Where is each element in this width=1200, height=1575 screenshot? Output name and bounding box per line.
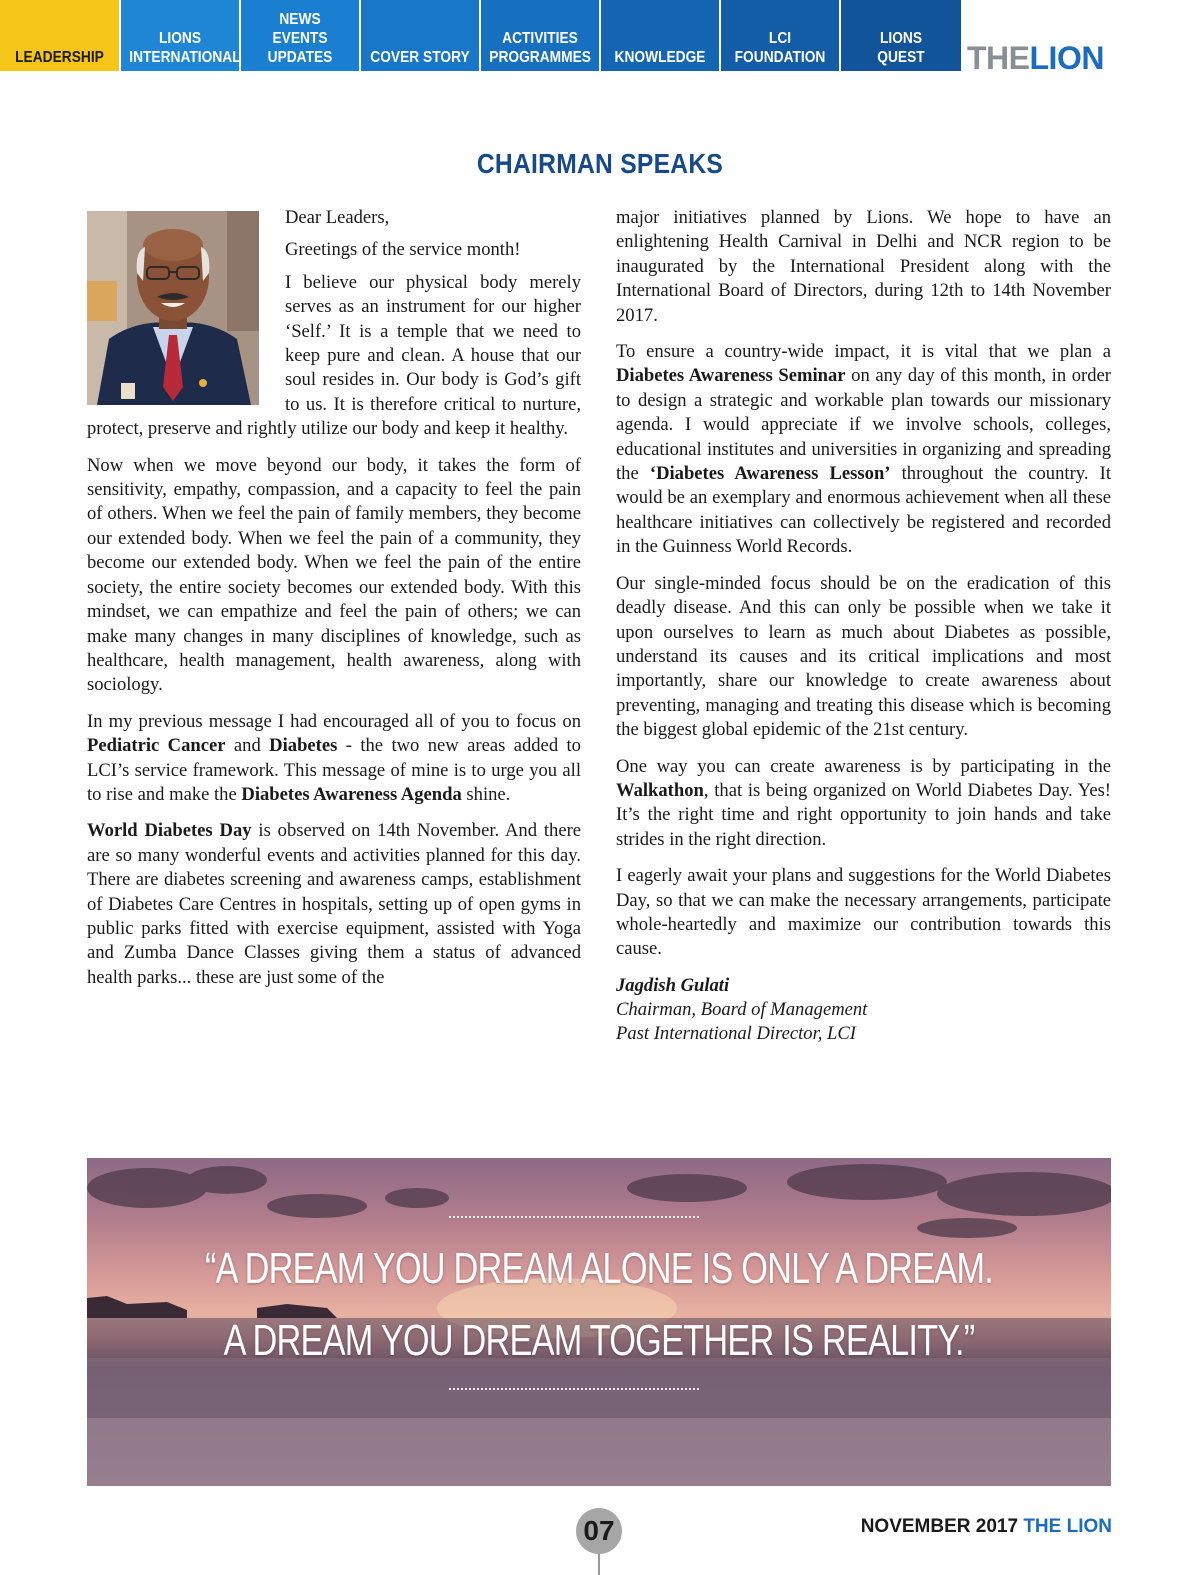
paragraph-eradication: Our single-minded focus should be on the eradication of this deadly disease. And this can only be possible when we take it upon ourselves to learn as much about Diabetes as possible, understand its causes and its critical implications and most importantly, share our knowledge to create awareness about preventing, managing and treating this disease which is becoming the biggest global epidemic of the 21st century. <box>616 572 1111 741</box>
text-run: One way you can create awareness is by participating in the <box>616 755 1111 777</box>
tab-label-line: EVENTS <box>272 30 328 47</box>
text-run: To ensure a country-wide impact, it is vital that we plan a <box>616 341 1111 363</box>
tab-label-line: NEWS <box>279 11 321 28</box>
quote-banner <box>87 1158 1111 1486</box>
tab-label-line: LIONS <box>879 30 923 47</box>
tab-lci-foundation[interactable] <box>729 0 830 71</box>
signature-title: Chairman, Board of Management <box>616 998 868 1020</box>
text-run: throughout the country. It would be an exemplary and enormous achievement when all these healthcare initiatives can collectively be registered and recorded in the Guinness World Records. <box>616 463 1112 558</box>
tab-label-line: INTERNATIONAL <box>129 49 241 66</box>
quote-divider-top <box>449 1216 699 1218</box>
article-left-column <box>87 206 581 1002</box>
logo-the: THE <box>967 40 1030 76</box>
greeting: Greetings of the service month! <box>285 239 521 261</box>
top-navigation <box>0 0 1200 76</box>
footer-date: NOVEMBER 2017 <box>860 1516 1019 1537</box>
quote-divider-bottom <box>449 1388 699 1390</box>
logo-lion: LION <box>1029 40 1104 76</box>
chairman-photo <box>87 211 259 405</box>
tab-leadership[interactable] <box>8 0 110 71</box>
text-run: is observed on 14th November. And there are so many wonderful events and activities planned for this day. There are diabetes screening and awareness camps, establishment of Diabetes Care Centres in hospitals, setting up of open gyms in public parks fitted with exercise equipment, assisted with Yoga and Zumba Dance Classes giving them a status of advanced health parks... these are just some of the <box>87 820 582 988</box>
text-run: , that is being organized on World Diabetes Day. Yes! It’s the right time and right opportunity to join hands and take strides in the right direction. <box>616 779 1111 850</box>
paragraph-extended-body: Now when we move beyond our body, it takes the form of sensitivity, empathy, compassion, and a capacity to feel the pain of others. When we feel the pain of family members, they become our extended body. When we feel the pain of a community, they become our extended body. When we feel the pain of the entire society, the entire society becomes our extended body. With this mindset, we can empathize and feel the pain of others; we can make many changes in many disciplines of knowledge, such as healthcare, health management, health awareness, along with sociology. <box>87 454 581 696</box>
paragraph-previous-message <box>87 710 581 808</box>
tab-activities-programmes[interactable] <box>489 0 590 71</box>
tab-label-line: UPDATES <box>267 49 333 66</box>
text-run: and <box>225 735 270 757</box>
signature-block <box>616 974 1111 1046</box>
tab-leadership-label: LEADERSHIP <box>15 49 104 66</box>
page-number: 07 <box>576 1508 622 1554</box>
tab-label-line: QUEST <box>877 49 925 66</box>
tab-knowledge[interactable] <box>609 0 710 71</box>
text-run: - the two new areas added to LCI’s service framework. This message of mine is to urge you all to rise and make the <box>87 735 581 805</box>
signature-name: Jagdish Gulati <box>616 974 730 996</box>
paragraph-diabetes-seminar <box>616 340 1111 560</box>
bold-diabetes-awareness-seminar: Diabetes Awareness Seminar <box>616 365 846 387</box>
text-run: shine. <box>461 783 511 805</box>
bold-world-diabetes-day: World Diabetes Day <box>87 820 252 842</box>
paragraph-await-plans: I eagerly await your plans and suggestions for the World Diabetes Day, so that we can make the necessary arrangements, participate whole-heartedly and maximize our contribution towards this cause. <box>616 865 1111 960</box>
salutation: Dear Leaders, <box>285 207 390 228</box>
text-run: on any day of this month, in order to design a strategic and workable plan towards our missionary agenda. I would appreciate if we involve schools, colleges, educational institutes and universities in organizing and spreading the <box>616 365 1111 485</box>
page-title: CHAIRMAN SPEAKS <box>476 148 724 179</box>
footer-brand: THE LION <box>1023 1516 1112 1537</box>
tab-label-line: FOUNDATION <box>734 49 826 66</box>
quote-line-2: A DREAM YOU DREAM TOGETHER IS REALITY.” <box>223 1316 975 1365</box>
tab-label-line: PROGRAMMES <box>489 49 591 66</box>
tab-label-line: ACTIVITIES <box>502 30 578 47</box>
tab-lions-international[interactable] <box>129 0 241 71</box>
text-run: In my previous message I had encouraged all of you to focus on <box>87 710 581 732</box>
bold-walkathon: Walkathon <box>616 779 704 801</box>
quote-line-1: “A DREAM YOU DREAM ALONE IS ONLY A DREAM. <box>204 1244 994 1293</box>
tab-label-line: LCI <box>768 30 792 47</box>
tab-label-line: COVER STORY <box>370 49 470 66</box>
bold-pediatric-cancer: Pediatric Cancer <box>87 735 226 757</box>
article-right-column <box>616 206 1111 1046</box>
paragraph-world-diabetes-day-continued: major initiatives planned by Lions. We hope to have an enlightening Health Carnival in Delhi and NCR region to be inaugurated by the International President along with the International Board of Directors, during 12th to 14th November 2017. <box>616 207 1111 326</box>
paragraph-world-diabetes-day <box>87 819 581 990</box>
bold-diabetes-awareness-lesson: ‘Diabetes Awareness Lesson’ <box>649 463 891 485</box>
tab-cover-story[interactable] <box>369 0 470 71</box>
chairman-portrait-illustration <box>87 211 259 405</box>
tab-label-line: LIONS <box>158 30 202 47</box>
tab-label-line: KNOWLEDGE <box>614 49 706 66</box>
bold-diabetes: Diabetes <box>269 735 338 757</box>
bold-diabetes-awareness-agenda: Diabetes Awareness Agenda <box>241 783 462 805</box>
tab-news-events-updates[interactable] <box>249 0 350 71</box>
paragraph-body-temple: I believe our physical body merely serves as an instrument for our higher ‘Self.’ It is a temple that we need to keep pure and clean. A house that our soul resides in. Our body is God’s gift to us. It is therefore critical to nurture, protect, preserve and rightly utilize our body and keep it healthy. <box>87 271 581 440</box>
the-lion-logo[interactable] <box>967 40 1104 77</box>
footer-issue <box>861 1516 1112 1538</box>
tab-lions-quest[interactable] <box>850 0 951 71</box>
paragraph-walkathon <box>616 755 1111 853</box>
signature-subtitle: Past International Director, LCI <box>616 1022 856 1044</box>
